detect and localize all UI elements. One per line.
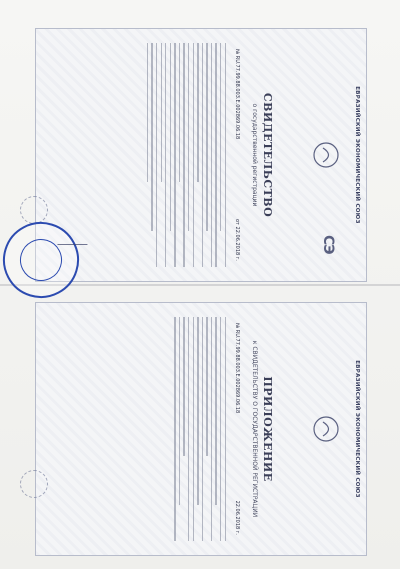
- hologram-seal-icon: [20, 196, 48, 224]
- registration-date: от 22.06.2018 г.: [234, 219, 240, 261]
- appendix-header: ЕВРАЗИЙСКИЙ ЭКОНОМИЧЕСКИЙ СОЮЗ: [354, 360, 360, 498]
- emblem-icon: [312, 415, 340, 443]
- certificate-body: [144, 43, 226, 267]
- emblem-icon: [312, 141, 340, 169]
- certificate-header: ЕВРАЗИЙСКИЙ ЭКОНОМИЧЕСКИЙ СОЮЗ: [354, 86, 360, 224]
- signature: [57, 230, 92, 245]
- appendix-body: [171, 317, 226, 541]
- certificate-subtitle: о государственной регистрации: [251, 103, 258, 207]
- appendix-registration-date: 22.06.2018 г.: [234, 500, 240, 535]
- hologram-seal-icon: [20, 470, 48, 498]
- certificate-title: СВИДЕТЕЛЬСТВО: [261, 92, 274, 218]
- appendix-subtitle: к СВИДЕТЕЛЬСТВУ О ГОСУДАРСТВЕННОЙ РЕГИСТРАЦИИ: [251, 340, 258, 518]
- certificate-appendix: [35, 302, 367, 556]
- appendix-registration-number: № RU.77.99.88.003.Е.002869.06.18: [234, 323, 240, 414]
- appendix-title: ПРИЛОЖЕНИЕ: [261, 376, 274, 482]
- registration-number: № RU.77.99.88.003.Е.002869.06.18: [234, 49, 240, 140]
- ce-mark: СЭ: [320, 235, 336, 254]
